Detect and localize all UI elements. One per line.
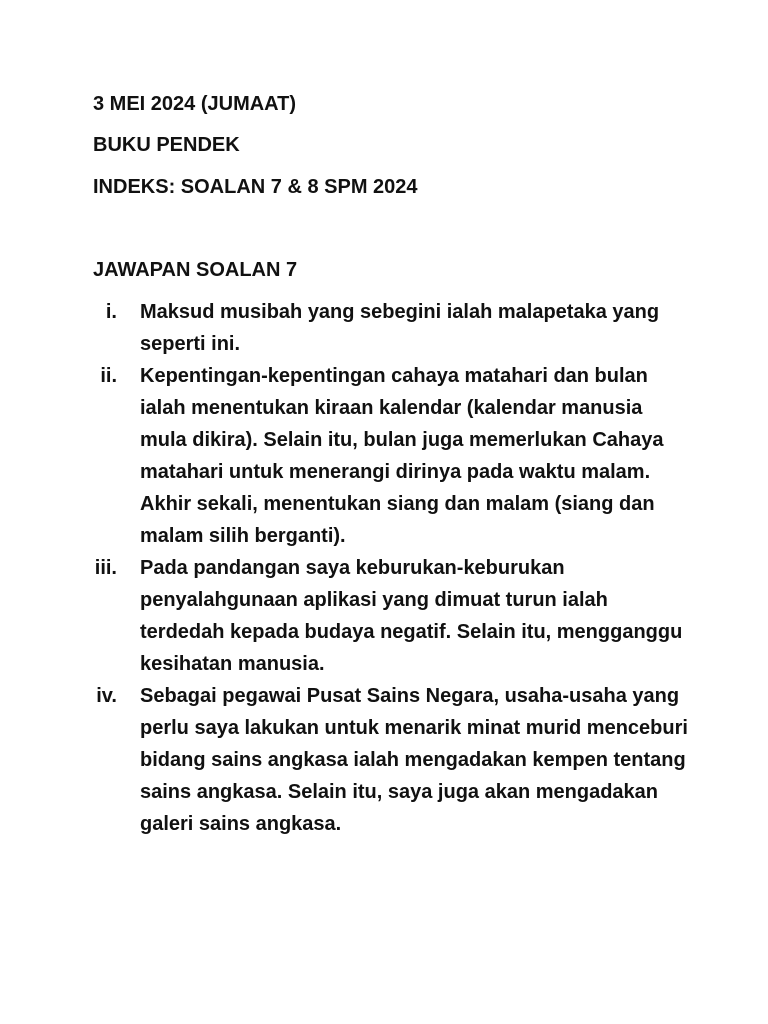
list-item-text: Kepentingan-kepentingan cahaya matahari dan bulan ialah menentukan kiraan kalendar (kalendar manusia mula dikira). Selain itu, bulan juga memerlukan Cahaya matahari untuk menerangi dirinya pada waktu malam. Akhir sekali, menentukan siang dan malam (siang dan malam silih berganti). xyxy=(140,365,664,547)
answer-list xyxy=(0,296,768,840)
list-item-numeral: ii. xyxy=(100,365,117,387)
index-heading: INDEKS: SOALAN 7 & 8 SPM 2024 xyxy=(93,176,418,198)
list-item xyxy=(0,552,768,680)
list-item xyxy=(0,296,768,360)
list-item-text: Pada pandangan saya keburukan-keburukan penyalahgunaan aplikasi yang dimuat turun ialah terdedah kepada budaya negatif. Selain itu, mengganggu kesihatan manusia. xyxy=(140,557,683,675)
list-item-numeral: iv. xyxy=(96,685,117,707)
list-item-text: Sebagai pegawai Pusat Sains Negara, usaha-usaha yang perlu saya lakukan untuk menarik minat murid menceburi bidang sains angkasa ialah mengadakan kempen tentang sains angkasa. Selain itu, saya juga akan mengadakan galeri sains angkasa. xyxy=(140,685,688,835)
answer-section-title: JAWAPAN SOALAN 7 xyxy=(93,259,298,281)
list-item-text: Maksud musibah yang sebegini ialah malapetaka yang seperti ini. xyxy=(140,301,660,355)
list-item-numeral: i. xyxy=(105,301,117,323)
book-heading: BUKU PENDEK xyxy=(93,134,240,156)
list-item xyxy=(0,680,768,840)
date-heading: 3 MEI 2024 (JUMAAT) xyxy=(93,93,297,115)
list-item-numeral: iii. xyxy=(94,557,117,579)
list-item xyxy=(0,360,768,552)
